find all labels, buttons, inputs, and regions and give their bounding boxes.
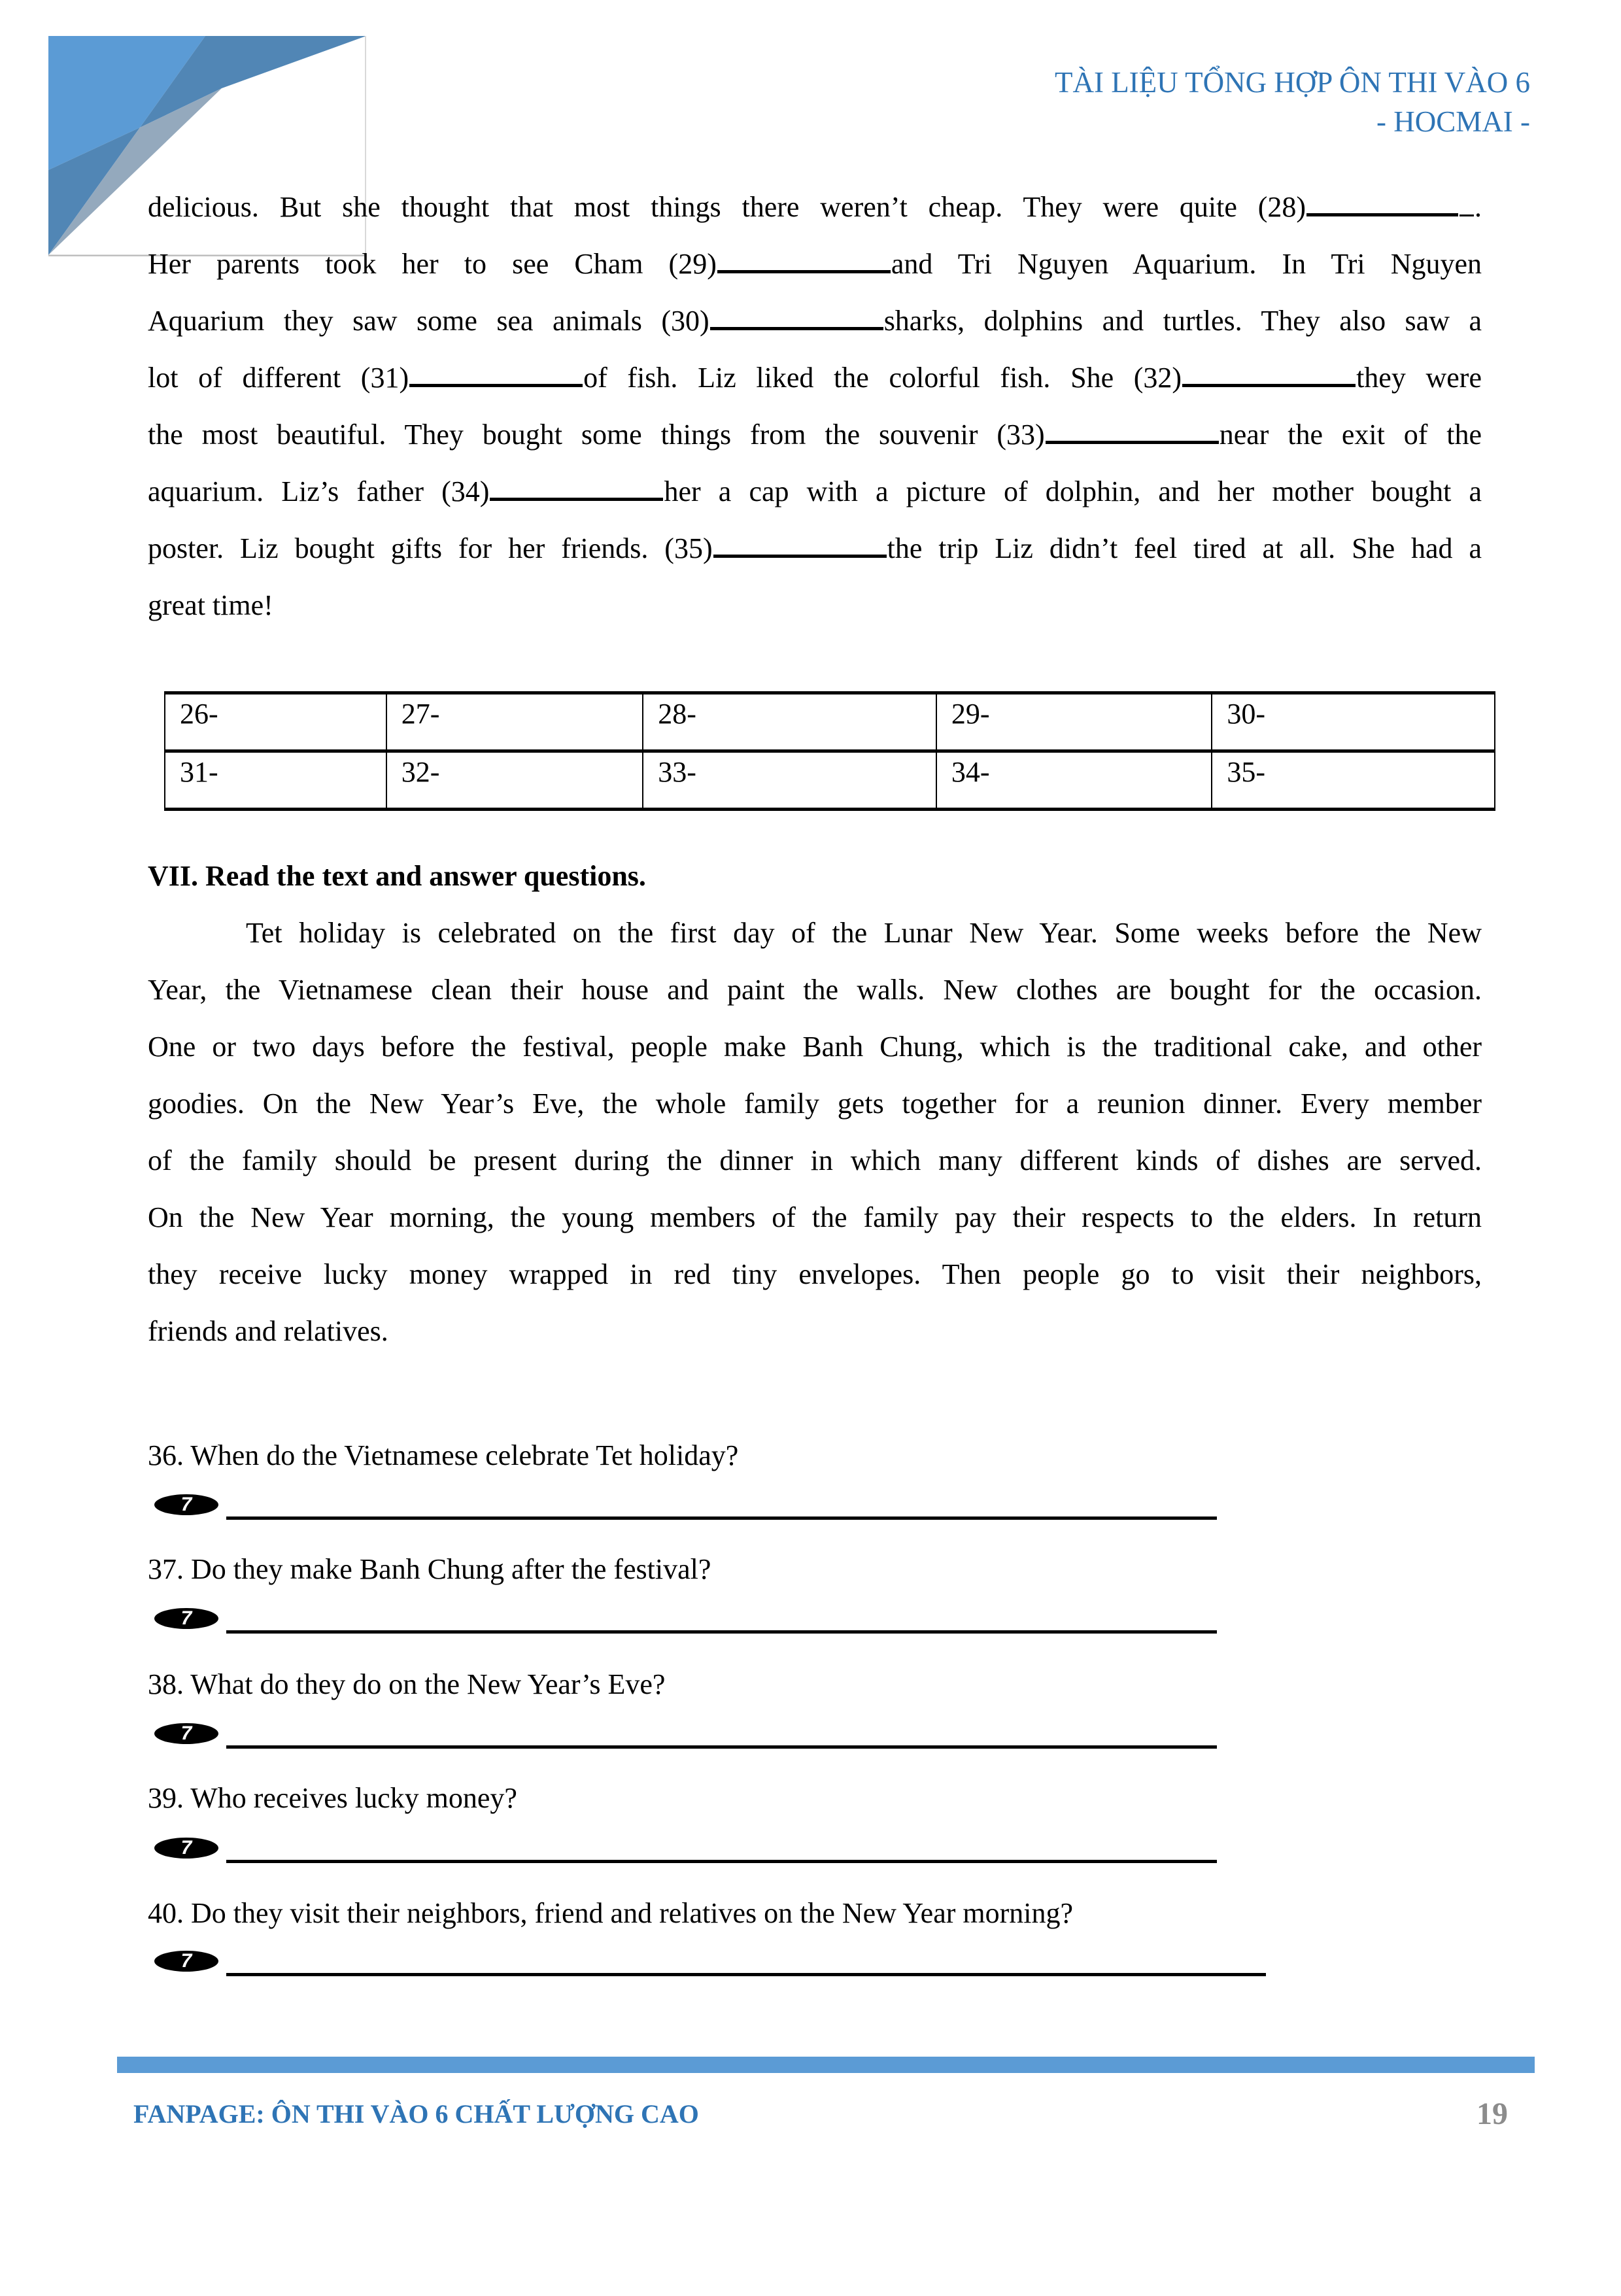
blank-29[interactable] bbox=[717, 245, 891, 273]
pencil-icon: 7 bbox=[154, 1608, 218, 1629]
footer-bar bbox=[117, 2057, 1535, 2073]
passage-text: her a cap with a picture of dolphin, and her mother bought a bbox=[664, 475, 1482, 507]
blank-28-tail bbox=[1459, 190, 1474, 216]
page-number: 19 bbox=[1476, 2097, 1508, 2131]
blank-34[interactable] bbox=[490, 473, 663, 501]
passage-text: near the exit of the bbox=[1219, 419, 1482, 451]
passage-line bbox=[148, 292, 1482, 349]
passage-text: Aquarium they saw some sea animals (30) bbox=[148, 305, 709, 337]
passage-text: lot of different (31) bbox=[148, 362, 409, 394]
passage-text: aquarium. Liz’s father (34) bbox=[148, 475, 490, 507]
paragraph-line: One or two days before the festival, people make Banh Chung, which is the traditional cake, and other bbox=[148, 1031, 1482, 1063]
paragraph-line: friends and relatives. bbox=[148, 1315, 388, 1347]
answer-row-36 bbox=[154, 1494, 1220, 1520]
paragraph-line: of the family should be present during the dinner in which many different kinds of dishes are served. bbox=[148, 1144, 1482, 1176]
answer-line-37[interactable] bbox=[226, 1630, 1217, 1634]
passage-line bbox=[148, 235, 1482, 292]
question-38: 38. What do they do on the New Year’s Eve? bbox=[148, 1668, 666, 1700]
blank-33[interactable] bbox=[1046, 416, 1219, 444]
answer-cell[interactable]: 31- bbox=[165, 751, 386, 810]
blank-30[interactable] bbox=[710, 302, 883, 330]
passage-line bbox=[148, 520, 1482, 577]
answer-cell[interactable]: 26- bbox=[165, 693, 386, 751]
answer-cell[interactable]: 27- bbox=[386, 693, 643, 751]
section-heading: VII. Read the text and answer questions. bbox=[148, 860, 646, 892]
passage-text: of fish. Liz liked the colorful fish. She (32) bbox=[583, 362, 1182, 394]
answer-cell[interactable]: 29- bbox=[936, 693, 1212, 751]
passage-text: . bbox=[1475, 191, 1482, 223]
answer-table bbox=[164, 691, 1495, 811]
blank-28[interactable] bbox=[1306, 188, 1458, 216]
answer-row-40 bbox=[154, 1951, 1272, 1977]
question-40: 40. Do they visit their neighbors, friend and relatives on the New Year morning? bbox=[148, 1897, 1074, 1929]
paragraph-line: On the New Year morning, the young members of the family pay their respects to the elders. In return bbox=[148, 1201, 1482, 1233]
question-39: 39. Who receives lucky money? bbox=[148, 1782, 517, 1814]
paragraph-line: Tet holiday is celebrated on the first day of the Lunar New Year. Some weeks before the New bbox=[246, 917, 1482, 949]
blank-32[interactable] bbox=[1182, 359, 1356, 387]
passage-text: and Tri Nguyen Aquarium. In Tri Nguyen bbox=[891, 248, 1482, 280]
passage-text: they were bbox=[1356, 362, 1482, 394]
blank-35[interactable] bbox=[713, 530, 887, 558]
answer-line-38[interactable] bbox=[226, 1745, 1217, 1749]
passage-text: the most beautiful. They bought some things from the souvenir (33) bbox=[148, 419, 1045, 451]
passage-line bbox=[148, 349, 1482, 406]
answer-line-39[interactable] bbox=[226, 1860, 1217, 1863]
passage-line bbox=[148, 577, 1482, 634]
passage-text: Her parents took her to see Cham (29) bbox=[148, 248, 717, 280]
table-row bbox=[165, 751, 1495, 810]
answer-cell[interactable]: 32- bbox=[386, 751, 643, 810]
answer-cell[interactable]: 35- bbox=[1212, 751, 1495, 810]
header-subtitle: - HOCMAI - bbox=[1376, 105, 1530, 138]
answer-line-40[interactable] bbox=[226, 1973, 1266, 1976]
passage-text: the trip Liz didn’t feel tired at all. She had a bbox=[887, 532, 1482, 564]
question-37: 37. Do they make Banh Chung after the festival? bbox=[148, 1553, 711, 1585]
passage-text: delicious. But she thought that most things there weren’t cheap. They were quite (28) bbox=[148, 191, 1306, 223]
paragraph-line: goodies. On the New Year’s Eve, the whole family gets together for a reunion dinner. Every member bbox=[148, 1088, 1482, 1120]
answer-cell[interactable]: 30- bbox=[1212, 693, 1495, 751]
answer-line-36[interactable] bbox=[226, 1516, 1217, 1520]
answer-cell[interactable]: 34- bbox=[936, 751, 1212, 810]
passage-text: sharks, dolphins and turtles. They also saw a bbox=[883, 305, 1482, 337]
pencil-icon: 7 bbox=[154, 1494, 218, 1515]
question-36: 36. When do the Vietnamese celebrate Tet holiday? bbox=[148, 1439, 739, 1471]
pencil-icon: 7 bbox=[154, 1951, 218, 1972]
table-row bbox=[165, 693, 1495, 751]
passage-line bbox=[148, 406, 1482, 463]
paragraph-line: Year, the Vietnamese clean their house and paint the walls. New clothes are bought for the occasion. bbox=[148, 974, 1482, 1006]
passage-line bbox=[148, 179, 1482, 235]
passage-line bbox=[148, 463, 1482, 520]
answer-cell[interactable]: 28- bbox=[643, 693, 936, 751]
answer-row-38 bbox=[154, 1723, 1220, 1749]
answer-cell[interactable]: 33- bbox=[643, 751, 936, 810]
pencil-icon: 7 bbox=[154, 1723, 218, 1744]
paragraph-line: they receive lucky money wrapped in red tiny envelopes. Then people go to visit their neighbors, bbox=[148, 1258, 1482, 1290]
passage-text: poster. Liz bought gifts for her friends. (35) bbox=[148, 532, 713, 564]
header-title: TÀI LIỆU TỔNG HỢP ÔN THI VÀO 6 bbox=[1054, 66, 1530, 99]
answer-row-37 bbox=[154, 1608, 1220, 1634]
answer-row-39 bbox=[154, 1838, 1220, 1864]
passage-text: great time! bbox=[148, 589, 273, 621]
blank-31[interactable] bbox=[409, 359, 583, 387]
footer-text: FANPAGE: ÔN THI VÀO 6 CHẤT LƯỢNG CAO bbox=[133, 2099, 699, 2129]
pencil-icon: 7 bbox=[154, 1838, 218, 1859]
